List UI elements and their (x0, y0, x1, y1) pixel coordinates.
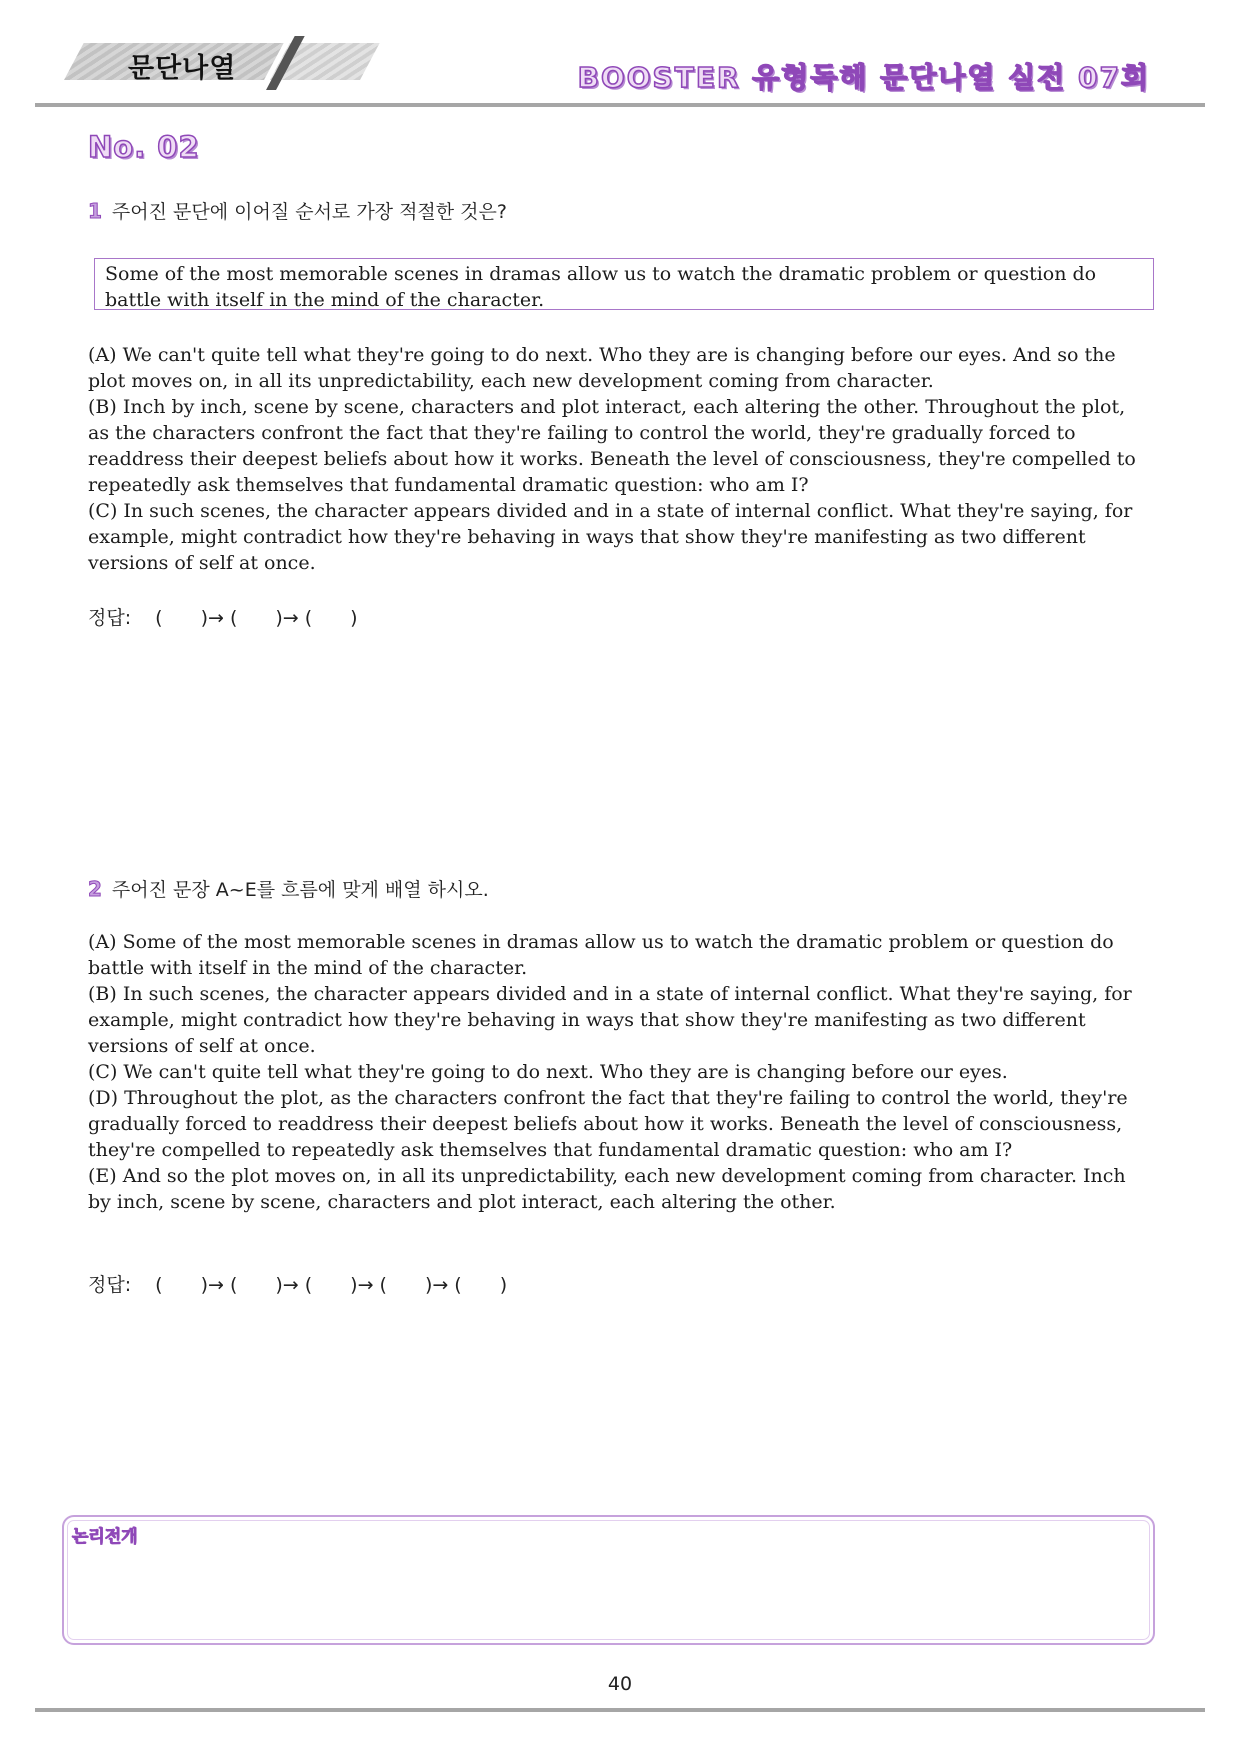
header-divider (35, 103, 1205, 107)
question-2-sentence-d: (D) Throughout the plot, as the characters confront the fact that they're failing to control the world, they're gradually forced to readdress their deepest beliefs about how it works. Beneath the level of consciousness, they're compelled to repeatedly ask themselves that fundamental dramatic question: who am I? (88, 1087, 1128, 1161)
question-1-passage (88, 342, 1148, 576)
question-1-paragraph-a: (A) We can't quite tell what they're going to do next. Who they are is changing before our eyes. And so the plot moves on, in all its unpredictability, each new development coming from character. (88, 344, 1116, 392)
question-1-heading (88, 197, 507, 224)
question-1-number: 1 (88, 199, 102, 223)
question-2-instruction: 주어진 문장 A~E를 흐름에 맞게 배열 하시오. (111, 879, 489, 901)
question-2-heading (88, 875, 489, 902)
question-1-paragraph-c: (C) In such scenes, the character appears divided and in a state of internal conflict. What they're saying, for example, might contradict how they're behaving in ways that show they're manifesting as two different versions of self at once. (88, 500, 1133, 574)
question-1-instruction: 주어진 문단에 이어질 순서로 가장 적절한 것은? (111, 201, 507, 223)
question-2-answer-label: 정답: (88, 1274, 132, 1296)
logic-flow-memo-box[interactable] (62, 1515, 1155, 1645)
question-2-sentence-b: (B) In such scenes, the character appears divided and in a state of internal conflict. What they're saying, for example, might contradict how they're behaving in ways that show they're manifesting as two different versions of self at once. (88, 983, 1132, 1057)
given-paragraph-box (94, 258, 1154, 310)
question-2-sentence-e: (E) And so the plot moves on, in all its unpredictability, each new development coming from character. Inch by inch, scene by scene, characters and plot interact, each altering the other. (88, 1165, 1126, 1213)
question-2-sentence-c: (C) We can't quite tell what they're going to do next. Who they are is changing before our eyes. (88, 1061, 1008, 1083)
question-2-answer-line (88, 1270, 507, 1297)
memo-label: 논리전개 (72, 1527, 138, 1547)
question-2-passage (88, 929, 1148, 1215)
given-paragraph-text: Some of the most memorable scenes in dramas allow us to watch the dramatic problem or question do battle with itself in the mind of the character. (105, 263, 1097, 311)
problem-number: No. 02 (88, 130, 200, 164)
section-tab-label: 문단나열 (128, 53, 237, 84)
question-1-paragraph-b: (B) Inch by inch, scene by scene, characters and plot interact, each altering the other. Throughout the plot, as the characters confront the fact that they're failing to control the world, they're gradually forced to readdress their deepest beliefs about how it works. Beneath the level of consciousness, they're compelled to repeatedly ask themselves that fundamental dramatic question: who am I? (88, 396, 1136, 496)
footer-divider (35, 1708, 1205, 1712)
page-number: 40 (607, 1673, 633, 1695)
question-2-sentence-a: (A) Some of the most memorable scenes in dramas allow us to watch the dramatic problem or question do battle with itself in the mind of the character. (88, 931, 1114, 979)
question-1-answer-label: 정답: (88, 607, 132, 629)
question-1-answer-line (88, 603, 358, 630)
series-title: BOOSTER 유형독해 문단나열 실전 07회 (577, 61, 1150, 94)
question-2-number: 2 (88, 877, 102, 901)
question-1-answer-blanks[interactable]: ( )→ ( )→ ( ) (155, 607, 358, 629)
question-2-answer-blanks[interactable]: ( )→ ( )→ ( )→ ( )→ ( ) (155, 1274, 508, 1296)
